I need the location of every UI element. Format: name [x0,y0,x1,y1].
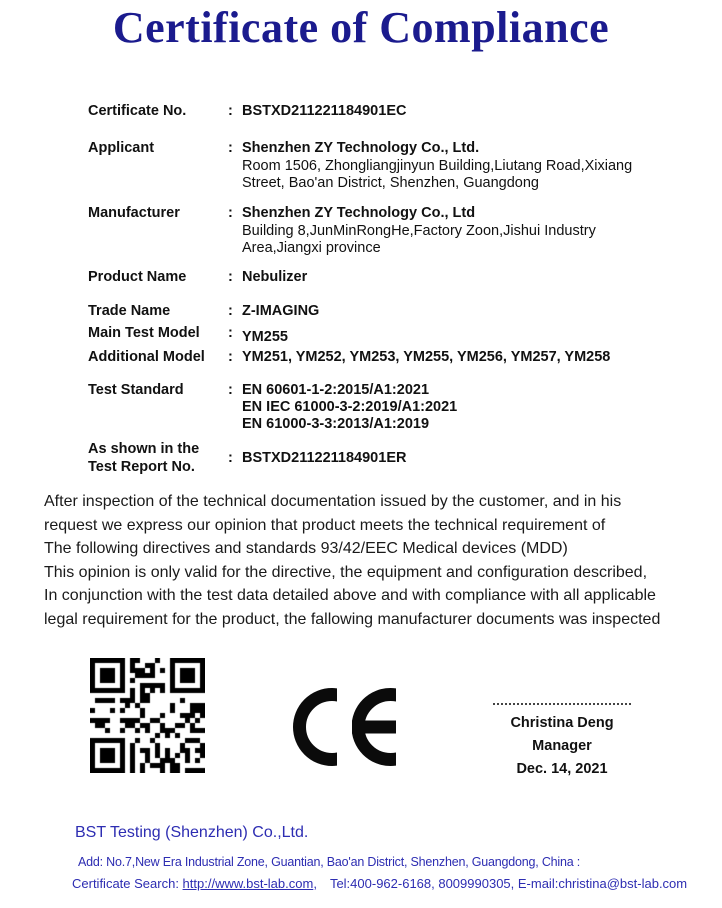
applicant-address-line2: Street, Bao'an District, Shenzhen, Guangdong [242,175,539,191]
statement-line: legal requirement for the product, the fallowing manufacturer documents was inspected [44,610,661,628]
manufacturer-value [242,205,673,258]
test-standard-line2: EN IEC 61000-3-2:2019/A1:2021 [242,398,458,415]
product-name-label: Product Name [88,269,187,285]
main-test-model-label: Main Test Model [88,325,200,341]
statement-line: request we express our opinion that product meets the technical requirement of [44,516,606,534]
signature-date: Dec. 14, 2021 [516,761,608,777]
signatory-role: Manager [532,738,592,754]
field-test-standard [88,382,673,432]
statement-line: After inspection of the technical documentation issued by the customer, and in his [44,493,622,510]
signature-block [493,703,631,781]
test-report-label [88,441,228,476]
manufacturer-label: Manufacturer [88,205,180,221]
footer-company: BST Testing (Shenzhen) Co.,Ltd. [75,824,309,841]
test-standard-line1: EN 60601-1-2:2015/A1:2021 [242,382,430,398]
applicant-address-line1: Room 1506, Zhongliangjinyun Building,Liutang Road,Xixiang [242,157,633,174]
signature-line [493,703,631,705]
colon-separator: : [228,349,233,365]
test-report-label-line2: Test Report No. [88,458,195,475]
test-report-value: BSTXD211221184901ER [242,449,407,466]
applicant-value [242,140,673,193]
field-main-test-model [88,325,673,347]
statement-line: The following directives and standards 93/42/EEC Medical devices (MDD) [44,540,568,557]
field-manufacturer [88,205,673,258]
ce-mark-icon [293,688,399,766]
test-report-label-line1: As shown in the [88,441,200,457]
test-standard-label: Test Standard [88,382,184,398]
product-name-value: Nebulizer [242,269,308,285]
field-trade-name [88,303,673,321]
colon-separator: : [228,103,233,119]
footer-contact-info: , Tel:400-962-6168, 8009990305, E-mail:christina@bst-lab.com [313,876,688,891]
signatory-name: Christina Deng [510,715,614,731]
trade-name-value: Z-IMAGING [242,303,320,319]
statement-line: In conjunction with the test data detailed above and with compliance with all applicable [44,587,656,604]
footer-address: Add: No.7,New Era Industrial Zone, Guantian, Bao'an District, Shenzhen, Guangdong, China : [78,855,581,869]
test-standard-value [242,382,673,432]
compliance-statement [44,490,716,631]
certificate-title: Certificate of Compliance [112,3,610,52]
certificate-search-label: Certificate Search: [72,876,183,891]
manufacturer-address-line2: Area,Jiangxi province [242,240,381,256]
colon-separator: : [228,449,233,466]
colon-separator: : [228,325,233,341]
applicant-name: Shenzhen ZY Technology Co., Ltd. [242,140,480,156]
field-test-report-no [88,441,673,476]
colon-separator: : [228,303,233,319]
test-standard-line3: EN 61000-3-3:2013/A1:2019 [242,415,430,432]
colon-separator: : [228,140,233,156]
footer-contact-line [72,876,687,891]
additional-model-value: YM251, YM252, YM253, YM255, YM256, YM257, YM258 [242,349,611,365]
main-test-model-value: YM255 [242,329,288,345]
additional-model-label: Additional Model [88,349,205,365]
field-certificate-no [88,103,673,121]
manufacturer-name: Shenzhen ZY Technology Co., Ltd [242,205,476,221]
colon-separator: : [228,382,233,398]
certificate-no-label: Certificate No. [88,103,187,119]
field-product-name [88,269,673,287]
trade-name-label: Trade Name [88,303,171,319]
applicant-label: Applicant [88,140,155,156]
certificate-no-value: BSTXD211221184901EC [242,103,407,119]
qr-code-icon [90,658,205,773]
field-additional-model [88,349,673,367]
manufacturer-address-line1: Building 8,JunMinRongHe,Factory Zoon,Jishui Industry [242,222,596,239]
statement-line: This opinion is only valid for the directive, the equipment and configuration described, [44,563,648,581]
field-applicant [88,140,673,193]
colon-separator: : [228,269,233,285]
certificate-search-link[interactable]: http://www.bst-lab.com [182,876,314,891]
colon-separator: : [228,205,233,221]
